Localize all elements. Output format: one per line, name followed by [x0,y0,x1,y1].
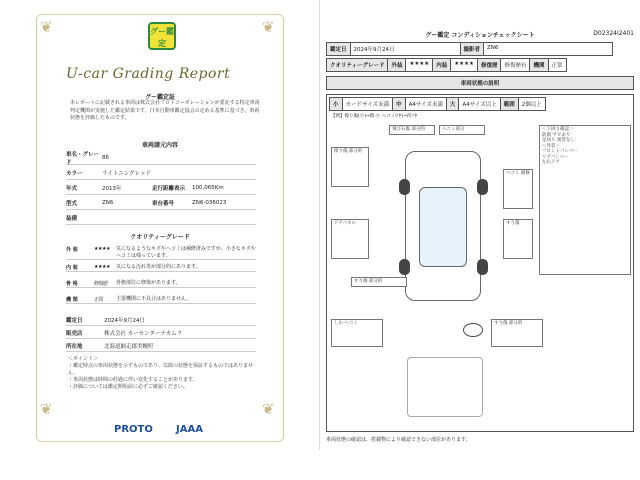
interior-sketch [407,357,483,417]
notes: ＜ポイント＞ ・鑑定時点の車両状態を示すものであり、以降の状態を保証するものではありません。 ・車両状態は時間の経過に伴い変化することがあります。 ・評価については鑑定開始前に必ずご確認ください。 [68,356,254,390]
legend-row: 小 カードサイズ未満 中 A4サイズ未満 大 A4サイズ以上 範囲 2個以上 [329,97,546,111]
wheel-front-left-icon [399,179,410,195]
row-type: 型式 ZN6 車台番号 ZN6-036023 [66,197,256,210]
info-row-1: 鑑定日 2024年9月24日 撮影者 ZN6 [326,42,613,56]
row-color: カラー ライトニングレッド [66,167,256,180]
wheel-front-right-icon [477,179,488,195]
row-model: 車名・グレード 86 [66,152,256,165]
report-script-title: U-car Grading Report [66,66,231,82]
vine-ornament-icon: ❦ [262,18,275,36]
vine-ornament-icon: ❦ [40,400,53,418]
legend-note: 【例】擦り傷(小)→擦:小 ヘコミ(中)→凹:中 [331,114,418,119]
footer-dealer: 販売店 株式会社 カーセンターナカムラ [66,327,256,339]
goo-kantei-logo: グー鑑定 [148,22,176,50]
vine-ornament-icon: ❦ [40,18,53,36]
footer-date: 鑑定日 2024年9月24日 [66,314,256,326]
info-row-2: クオリティーグレード 外装 ★★★★ 内装 ★★★★ 修復歴 修復歴有 機関 正常 [326,58,567,72]
wheel-rear-left-icon [399,259,410,275]
bottom-note: 車両状態の確認は、搭載物により確認できない部位があります。 [326,437,471,443]
condition-check-sheet [320,0,640,450]
intro-paragraph: 本レポートに記載される車両は株式会社プロトコーポレーションが委託する特定車両判定機関が実施した鑑定結果です。日本自動車鑑定協会の定める基準に基づき、車両状態を評価したものです。 [70,100,260,121]
label-box: ヘコミ 補修 [503,169,533,209]
jaaa-logo: JAAA [176,424,203,435]
label-box: ヘコミ部分 [439,125,485,135]
section-title-vehicle: 車両請元内容 [141,142,178,149]
footer-address: 所在地 北海道網走郡美幌町 [66,340,256,352]
label-box: すり傷 部分的 [351,277,407,287]
grade-exterior: 外 装 ★★★★ 気になるようなキズやヘコミは補修済みですが、小さなキズやヘコミは残っています。 [66,246,256,259]
grading-report-sheet [0,0,320,450]
car-cabin [419,187,467,267]
row-year: 年式 2013年 走行距離表示 100,065Km [66,182,256,195]
label-box: しわ ヘコミ [331,319,383,347]
label-box: 擦り傷 部分的 [331,147,369,187]
row-equipment: 装備 [66,212,256,225]
state-title: 車両状態の説明 [326,76,634,90]
proto-logo: PROTO [114,424,153,435]
label-box: すり傷 部分的 [491,319,543,347]
grade-interior: 内 装 ★★★★ 気になる汚れ等が部分的にあります。 [66,264,256,272]
wheel-rear-right-icon [477,259,488,275]
certificate-subtitle: グー鑑定証 [144,94,175,101]
grade-frame: 骨 格 修復歴 骨格部位に修復があります。 [66,280,256,288]
spec-box: ＜下回り確認＞ 防錆 サビあり 足回り 異常なし ＜外装＞ フロントバンパー リアバンパー 左右ドア [539,125,631,275]
label-box: 飛び石傷 部分的 [389,125,435,135]
sheet-code: D02324I2401 [593,30,634,37]
check-sheet-title: グー鑑定 コンディションチェックシート [425,32,535,39]
section-title-quality: クオリティーグレード [130,234,190,241]
grade-engine: 機 関 正常 主要機関に不具合はありません。 [66,296,256,304]
label-box: すり傷 [503,219,533,259]
steering-wheel-icon [463,323,483,337]
damage-diagram [326,94,634,432]
label-box: ドアパネル [331,219,369,259]
vine-ornament-icon: ❦ [262,400,275,418]
